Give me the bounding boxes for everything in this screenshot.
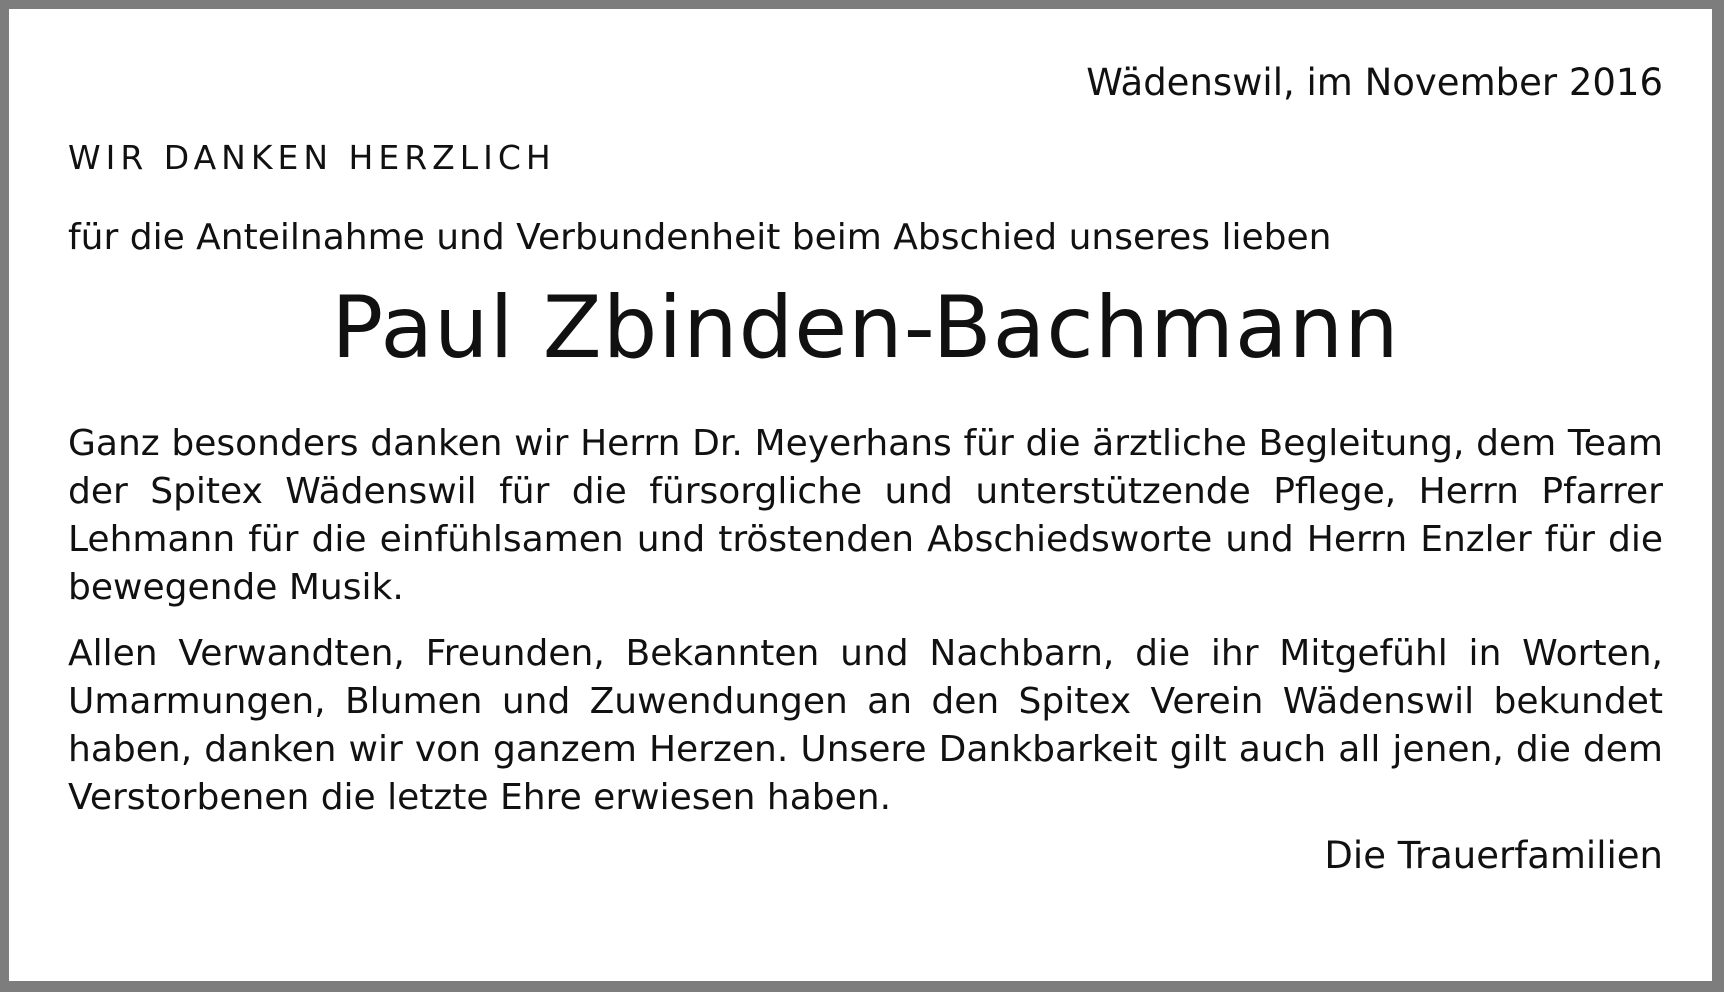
thanks-paragraph-1: Ganz besonders danken wir Herrn Dr. Meyerhans für die ärztliche Begleitung, dem Team der Spitex Wädenswil für die fürsorgliche und unterstützende Pflege, Herrn Pfarrer Lehmann für die einfühlsamen und tröstenden Abschiedsworte und Herrn Enzler für die bewegende Musik. [68, 423, 1663, 608]
deceased-name: Paul Zbinden-Bachmann [331, 278, 1400, 378]
notice-heading: WIR DANKEN HERZLICH [68, 138, 556, 177]
place-date: Wädenswil, im November 2016 [1086, 61, 1663, 104]
thank-you-notice [68, 61, 1663, 878]
thanks-paragraph-2: Allen Verwandten, Freunden, Bekannten und Nachbarn, die ihr Mitgefühl in Worten, Umarmungen, Blumen und Zuwendungen an den Spitex Verein Wädenswil bekundet haben, danken wir von ganzem Herzen. Unsere Dankbarkeit gilt auch all jenen, die dem Verstorbenen die letzte Ehre erwiesen haben. [68, 633, 1663, 818]
intro-line: für die Anteilnahme und Verbundenheit beim Abschied unseres lieben [68, 217, 1332, 258]
signature: Die Trauerfamilien [1324, 834, 1663, 877]
